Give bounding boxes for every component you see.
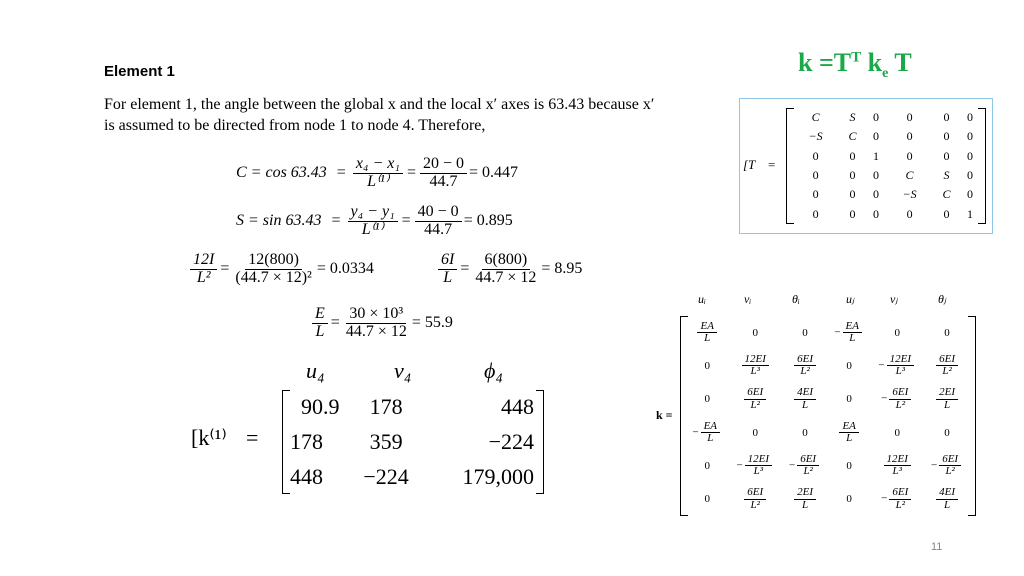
- t-cell: 0: [812, 187, 819, 202]
- t-cell: 0: [872, 187, 879, 202]
- k-cell-num: 6EI: [744, 487, 766, 500]
- t-cell: 0: [943, 206, 950, 221]
- k-cell-sign: −: [788, 459, 796, 472]
- k-cell-num: EA: [701, 421, 720, 434]
- t-cell: 0: [906, 206, 913, 221]
- t-cell: 0: [872, 168, 879, 183]
- k-cell: [924, 349, 970, 382]
- k-cell-sign: −: [881, 492, 888, 505]
- k-cell: [782, 383, 828, 416]
- k-header: uⱼ: [846, 292, 855, 306]
- k-cell: [728, 483, 782, 516]
- k-cell-num: EA: [839, 421, 858, 434]
- t-cell: 0: [966, 168, 973, 183]
- t-cell: 0: [966, 110, 973, 125]
- k-cell-den: L: [707, 432, 714, 445]
- k-header: vⱼ: [890, 292, 898, 306]
- eq-12i-num1: 12I: [190, 252, 217, 270]
- t-matrix: [786, 108, 986, 224]
- k1-bracket-right: [536, 390, 544, 494]
- t-label: [T: [743, 157, 756, 172]
- intro-paragraph: [104, 94, 654, 136]
- k-cell-den: L²: [895, 498, 906, 511]
- eq-c-result: = 0.447: [469, 164, 519, 182]
- t-cell: 0: [966, 187, 973, 202]
- eq-s-den1: L⁽¹⁾: [361, 220, 384, 238]
- k1-matrix: [282, 390, 544, 494]
- k-header: θⱼ: [938, 292, 946, 306]
- eq-6i-result: = 8.95: [541, 260, 583, 278]
- k1-cell: 359: [369, 428, 403, 454]
- eq-el-result: = 55.9: [411, 314, 453, 332]
- k-cell: 0: [894, 326, 900, 339]
- t-cell: 0: [849, 206, 856, 221]
- k-cell-num: 2EI: [794, 487, 816, 500]
- t-cell: 0: [812, 206, 819, 221]
- k-label: k =: [656, 408, 673, 422]
- t-cell: 0: [943, 148, 950, 163]
- k1-cell: 179,000: [462, 463, 534, 489]
- k-cell: 0: [846, 393, 852, 406]
- eq-c-den2: 44.7: [429, 172, 458, 190]
- k1-cell: 178: [290, 428, 323, 454]
- t-cell: 0: [849, 187, 856, 202]
- k-cell: 0: [704, 459, 710, 472]
- k-matrix: [680, 316, 976, 516]
- k1-header: v₄: [394, 358, 412, 383]
- k1-bracket-left: [282, 390, 290, 494]
- k-cell-num: 2EI: [936, 387, 958, 400]
- t-cell: S: [943, 168, 950, 183]
- eq-6i-den2: 44.7 × 12: [475, 268, 537, 286]
- k-cell: [782, 449, 828, 482]
- t-cell: 0: [849, 148, 856, 163]
- k-cell: 0: [944, 326, 950, 339]
- page-number: 11: [931, 541, 943, 553]
- k-cell-num: 6EI: [936, 354, 958, 367]
- k1-cell: 178: [369, 394, 403, 420]
- k-cell-den: L: [801, 498, 809, 511]
- t-cell: 1: [966, 206, 973, 221]
- k-cell-den: L: [943, 398, 951, 411]
- t-cell: C: [942, 187, 951, 202]
- k-cell: [924, 383, 970, 416]
- eq-6i-num1: 6I: [438, 252, 457, 270]
- k-cell-num: 6EI: [797, 454, 819, 467]
- k-cell: [828, 316, 870, 349]
- k-cell-den: L: [849, 332, 856, 345]
- k-cell-sign: −: [834, 326, 841, 339]
- formula-sup: T: [851, 49, 862, 66]
- t-cell: 0: [966, 129, 973, 144]
- k-cell: [728, 449, 782, 482]
- k-cell: 0: [802, 326, 808, 339]
- k-cell: 0: [846, 493, 852, 506]
- k-cell-den: L³: [895, 365, 906, 378]
- eq-12i-result: = 0.0334: [316, 260, 374, 278]
- k-cell: [686, 416, 728, 449]
- eq-c-num2: 20 − 0: [420, 156, 467, 174]
- t-matrix-box: [739, 98, 993, 234]
- k1-label: [k⁽¹⁾: [191, 425, 227, 450]
- k-cell-sign: −: [878, 359, 885, 372]
- k-cell-den: L: [846, 432, 853, 445]
- formula-tail: T: [894, 48, 912, 77]
- k-cell: [728, 349, 782, 382]
- eq-c-lhs: C = cos 63.43: [236, 164, 327, 182]
- k-cell-num: 6EI: [889, 487, 911, 500]
- k-cell-den: L²: [895, 398, 906, 411]
- k-cell-den: L: [801, 398, 809, 411]
- paragraph-line-1: For element 1, the angle between the global x and the local x′ axes is 63.43 because x′: [104, 96, 655, 113]
- eq-s-lhs: S = sin 63.43: [236, 212, 322, 230]
- k-cell: 0: [752, 426, 758, 439]
- t-cell: 0: [966, 148, 973, 163]
- k-cell-num: 12EI: [742, 354, 769, 367]
- k-cell: 0: [704, 493, 710, 506]
- t-cell: 0: [872, 206, 879, 221]
- t-cell: 0: [906, 110, 913, 125]
- k-header: θᵢ: [792, 292, 800, 306]
- k-cell-den: L²: [750, 398, 760, 411]
- k-header: vᵢ: [744, 292, 752, 306]
- paragraph-line-2: is assumed to be directed from node 1 to node 4. Therefore,: [104, 117, 486, 134]
- t-cell: S: [849, 110, 856, 125]
- k-header: uᵢ: [698, 292, 706, 306]
- k1-cell: 448: [501, 394, 534, 420]
- k-cell-num: 6EI: [939, 454, 961, 467]
- eq-6i-num2: 6(800): [482, 252, 531, 270]
- eq-12i-den1: L²: [196, 268, 211, 286]
- k-cell-num: 6EI: [794, 354, 816, 367]
- k-cell: 0: [704, 359, 710, 372]
- t-cell: 0: [812, 148, 819, 163]
- t-equals: =: [768, 157, 776, 172]
- k-cell: [870, 449, 924, 482]
- eq-el-den2: 44.7 × 12: [345, 322, 407, 340]
- k-cell: [870, 383, 924, 416]
- formula-k: k =T: [798, 48, 852, 77]
- t-cell: 0: [906, 148, 913, 163]
- k-cell-num: EA: [843, 321, 862, 334]
- t-cell: 0: [906, 129, 913, 144]
- formula-sub: e: [882, 66, 889, 82]
- k-cell: 0: [752, 326, 758, 339]
- k-cell-den: L³: [753, 465, 764, 478]
- k-cell: [782, 349, 828, 382]
- k-cell-den: L³: [892, 465, 902, 478]
- k1-headers: [282, 358, 544, 388]
- eq-s-den2: 44.7: [424, 220, 453, 238]
- t-cell: 0: [872, 110, 879, 125]
- k-cell-num: 6EI: [889, 387, 911, 400]
- k-cell: 0: [944, 426, 950, 439]
- eq-s-eq: =: [331, 212, 341, 230]
- slide-title: Element 1: [104, 63, 175, 80]
- eq-el-num1: E: [312, 306, 328, 324]
- k1-cell: −224: [363, 463, 409, 489]
- k-cell-den: L²: [800, 365, 810, 378]
- t-cell: 0: [943, 129, 950, 144]
- k1-cell: 448: [290, 463, 323, 489]
- t-cell: C: [811, 110, 820, 125]
- eq-c-eq: =: [336, 164, 346, 182]
- k1-cell: −224: [488, 428, 534, 454]
- k-cell-den: L²: [942, 365, 952, 378]
- k-cell: 0: [704, 393, 710, 406]
- eq-12i-den2: (44.7 × 12)²: [235, 268, 312, 286]
- k-cell-num: 6EI: [744, 387, 766, 400]
- formula-ke: k: [867, 48, 883, 77]
- k-cell: [870, 483, 924, 516]
- k-cell-num: 4EI: [794, 387, 816, 400]
- k-cell-den: L²: [750, 498, 760, 511]
- k-cell: [870, 349, 924, 382]
- k-cell-den: L: [704, 332, 711, 345]
- t-cell: 0: [849, 168, 856, 183]
- t-cell: 0: [872, 129, 879, 144]
- t-cell: C: [848, 129, 857, 144]
- k-cell-num: 12EI: [745, 454, 772, 467]
- k-cell: 0: [802, 426, 808, 439]
- k-cell: [828, 416, 870, 449]
- t-cell: −S: [902, 187, 917, 202]
- equation-6i: $\frac{6I}{L}$ = $\frac{6(800)}{44.7 \times 12}$ = 8.95: [436, 252, 582, 287]
- k-cell: 0: [894, 426, 900, 439]
- k-cell: [924, 483, 970, 516]
- k-cell-den: L³: [750, 365, 760, 378]
- eq-c-num1: x₄ − x₁: [353, 156, 403, 174]
- t-cell: 1: [872, 148, 879, 163]
- t-cell: −S: [808, 129, 823, 144]
- k1-header: ϕ₄: [484, 358, 504, 383]
- k-headers: [682, 292, 978, 312]
- eq-12i-num2: 12(800): [245, 252, 302, 270]
- k-cell-sign: −: [881, 392, 888, 405]
- k-cell-sign: −: [930, 459, 938, 472]
- k-cell-num: 12EI: [887, 354, 914, 367]
- k-cell: 0: [846, 459, 852, 472]
- k1-header: u₄: [306, 358, 325, 383]
- k-cell-num: 12EI: [884, 454, 911, 467]
- eq-el-num2: 30 × 10³: [346, 306, 406, 324]
- k-cell-den: L: [943, 498, 951, 511]
- k-cell-sign: −: [692, 426, 699, 439]
- k1-cell: 90.9: [300, 394, 340, 420]
- k1-equals: =: [246, 425, 259, 450]
- transform-formula: [798, 48, 912, 82]
- k-cell-den: L²: [945, 465, 955, 478]
- k-cell: [924, 449, 970, 482]
- eq-el-den1: L: [315, 322, 325, 340]
- t-cell: 0: [812, 168, 819, 183]
- k-cell-num: 4EI: [936, 487, 958, 500]
- k-cell: [686, 316, 728, 349]
- equation-s: S = sin 63.43 = $\frac{\text{y₄ − y₁}}{\text{L⁽¹⁾}}$ = $\frac{40 - 0}{44.7}$ = 0.895: [236, 203, 513, 238]
- eq-s-num2: 40 − 0: [415, 204, 462, 222]
- k-cell: [728, 383, 782, 416]
- k-cell: 0: [846, 359, 852, 372]
- k-cell-den: L²: [803, 465, 813, 478]
- k-cell: [782, 483, 828, 516]
- eq-c-den1: L⁽¹⁾: [367, 172, 389, 190]
- eq-s-num1: y₄ − y₁: [348, 204, 398, 222]
- k-cell-num: EA: [697, 321, 716, 334]
- equation-c: C = cos 63.43 = $\frac{\text{x₄ − x₁}}{\text{L⁽¹⁾}}$ = $\frac{20 - 0}{44.7}$ = 0.447: [236, 155, 519, 190]
- eq-s-result: = 0.895: [463, 212, 513, 230]
- eq-6i-den1: L: [443, 268, 453, 286]
- equation-12i: $\frac{12I}{\text{L²}}$ = $\frac{12(800)}{\text{(44.7 × 12)²}}$ = 0.0334: [188, 252, 374, 287]
- k-cell-sign: −: [736, 459, 743, 472]
- t-cell: C: [905, 168, 914, 183]
- t-cell: 0: [943, 110, 950, 125]
- equation-el: $\frac{E}{L}$ = $\frac{\text{30 × 10³}}{44.7 \times 12}$ = 55.9: [310, 306, 453, 341]
